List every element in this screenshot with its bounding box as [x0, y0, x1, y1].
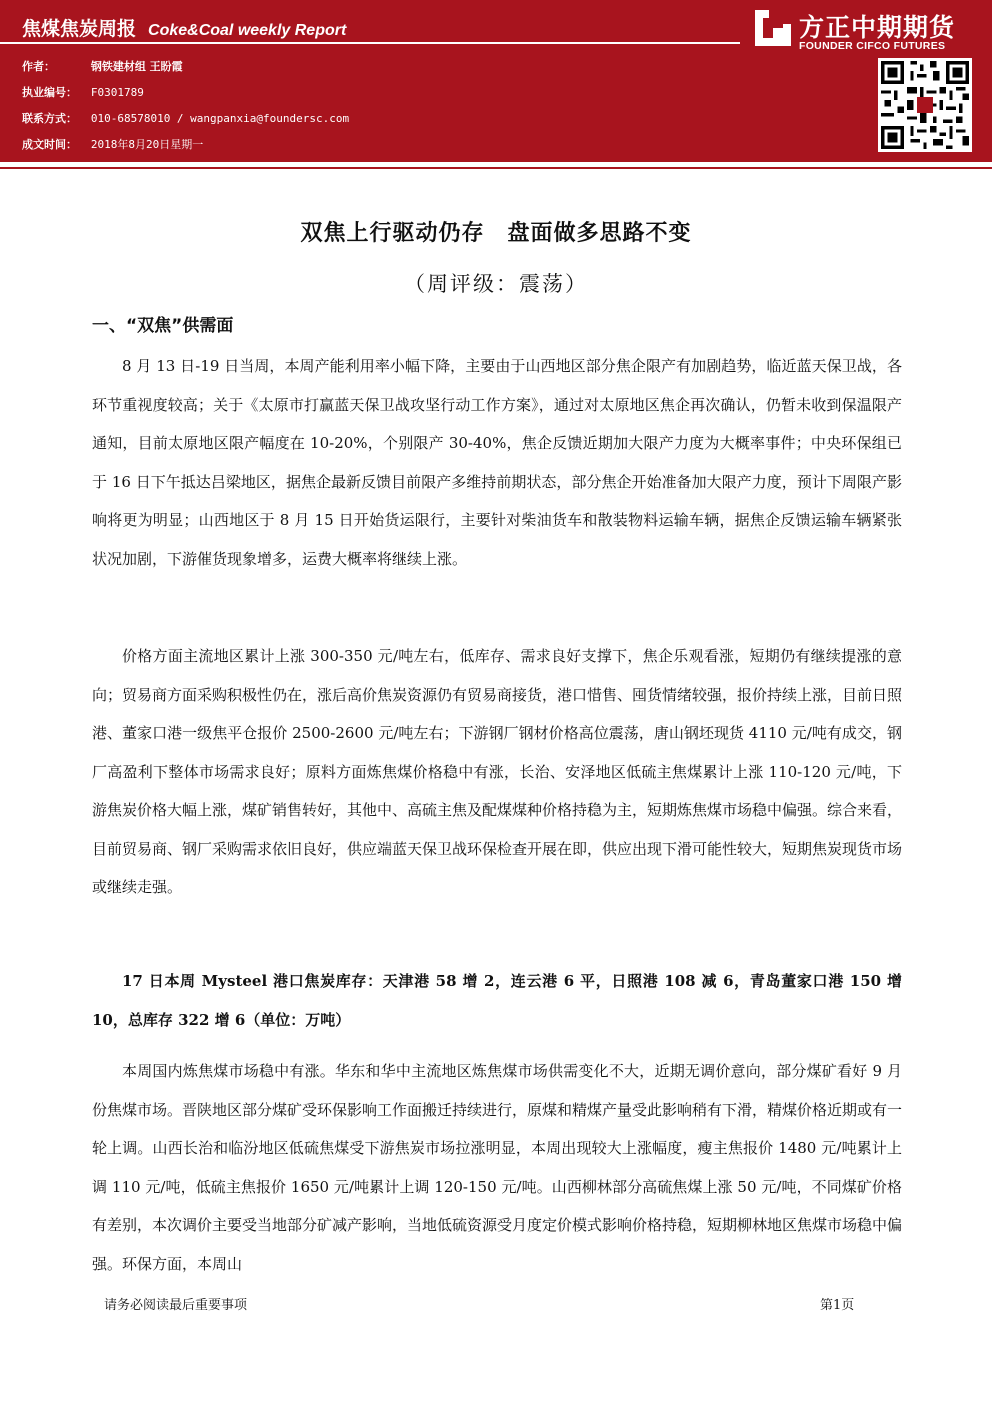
contact-row: [22, 110, 349, 126]
section-heading: 一、“双焦”供需面: [92, 316, 234, 336]
date-label: 成文时间：: [22, 138, 77, 151]
paragraph: 本周国内炼焦煤市场稳中有涨。华东和华中主流地区炼焦煤市场供需变化不大，近期无调价意向，部分煤矿看好 9 月份焦煤市场。晋陕地区部分煤矿受环保影响工作面搬迁持续进行，原煤和精煤产量受此影响稍有下滑，精煤价格近期或有一轮上调。山西长治和临汾地区低硫焦煤受下游焦炭市场拉涨明显，本周出现较大上涨幅度，瘦主焦报价 1480 元/吨累计上调 110 元/吨，低硫主焦报价 1650 元/吨累计上调 120-150 元/吨。山西柳林部分高硫焦煤上涨 50 元/吨，不同煤矿价格有差别，本次调价主要受当地部分矿减产影响，当地低硫资源受月度定价模式影响价格持稳，短期柳林地区焦煤市场稳中偏强。环保方面，本周山: [92, 1062, 903, 1273]
contact-value: 010-68578010 / wangpanxia@foundersc.com: [90, 112, 350, 125]
paragraph: 8 月 13 日-19 日当周，本周产能利用率小幅下降，主要由于山西地区部分焦企限产有加剧趋势，临近蓝天保卫战，各环节重视度较高；关于《太原市打赢蓝天保卫战攻坚行动工作方案》，通过对太原地区焦企再次确认，仍暂未收到保温限产通知，目前太原地区限产幅度在 10-20%，个别限产 30-40%，焦企反馈近期加大限产力度为大概率事件；中央环保组已于 16 日下午抵达吕梁地区，据焦企最新反馈目前限产多维持前期状态，部分焦企开始准备加大限产力度，预计下周限产影响将更为明显；山西地区于 8 月 15 日开始货运限行，主要针对柴油货车和散装物料运输车辆，据焦企反馈运输车辆紧张状况加剧，下游催货现象增多，运费大概率将继续上涨。: [92, 357, 902, 568]
author-value: 钢铁建材组 王盼霞: [90, 60, 183, 73]
author-label: 作者：: [22, 60, 55, 73]
brand-name-cn: 方正中期期货: [799, 13, 956, 42]
contact-label: 联系方式：: [22, 112, 77, 125]
page-number: 第1页: [820, 1298, 855, 1313]
document-title: 双焦上行驱动仍存 盘面做多思路不变: [300, 221, 692, 246]
header-bottom-rule: [0, 167, 992, 169]
license-label: 执业编号：: [22, 86, 77, 99]
report-header: [0, 0, 992, 162]
report-name-en: Coke&Coal weekly Report: [148, 22, 347, 39]
author-row: [22, 58, 183, 74]
license-value: F0301789: [90, 86, 144, 99]
header-divider: [0, 42, 740, 44]
brand-name-en: FOUNDER CIFCO FUTURES: [799, 40, 946, 52]
date-row: [22, 136, 203, 152]
port-inventory-paragraph: 17 日本周 Mysteel 港口焦炭库存：天津港 58 增 2，连云港 6 平，日照港 108 减 6，青岛董家口港 150 增 10，总库存 322 增 6（单位：万吨）: [92, 972, 902, 1029]
report-title: [22, 14, 346, 41]
report-name-cn: 焦煤焦炭周报: [22, 18, 137, 40]
paragraph: 价格方面主流地区累计上涨 300-350 元/吨左右，低库存、需求良好支撑下，焦企乐观看涨，短期仍有继续提涨的意向；贸易商方面采购积极性仍在，涨后高价焦炭资源仍有贸易商接货，港口惜售、囤货情绪较强，报价持续上涨，目前日照港、董家口港一级焦平仓报价 2500-2600 元/吨左右；下游钢厂钢材价格高位震荡，唐山钢坯现货 4110 元/吨有成交，钢厂高盈利下整体市场需求良好；原料方面炼焦煤价格稳中有涨，长治、安泽地区低硫主焦煤累计上涨 110-120 元/吨，下游焦炭价格大幅上涨，煤矿销售转好，其他中、高硫主焦及配煤煤种价格持稳为主，短期炼焦煤市场稳中偏强。综合来看，目前贸易商、钢厂采购需求依旧良好，供应端蓝天保卫战环保检查开展在即，供应出现下滑可能性较大，短期焦炭现货市场或继续走强。: [92, 647, 903, 896]
founder-logo-icon: [755, 10, 791, 46]
license-row: [22, 84, 144, 100]
weekly-rating: （周评级：震荡）: [404, 272, 588, 296]
qr-code-icon: [878, 58, 972, 152]
footer-notice: 请务必阅读最后重要事项: [104, 1298, 248, 1313]
brand-logo: [755, 8, 980, 54]
date-value: 2018年8月20日星期一: [90, 138, 204, 151]
